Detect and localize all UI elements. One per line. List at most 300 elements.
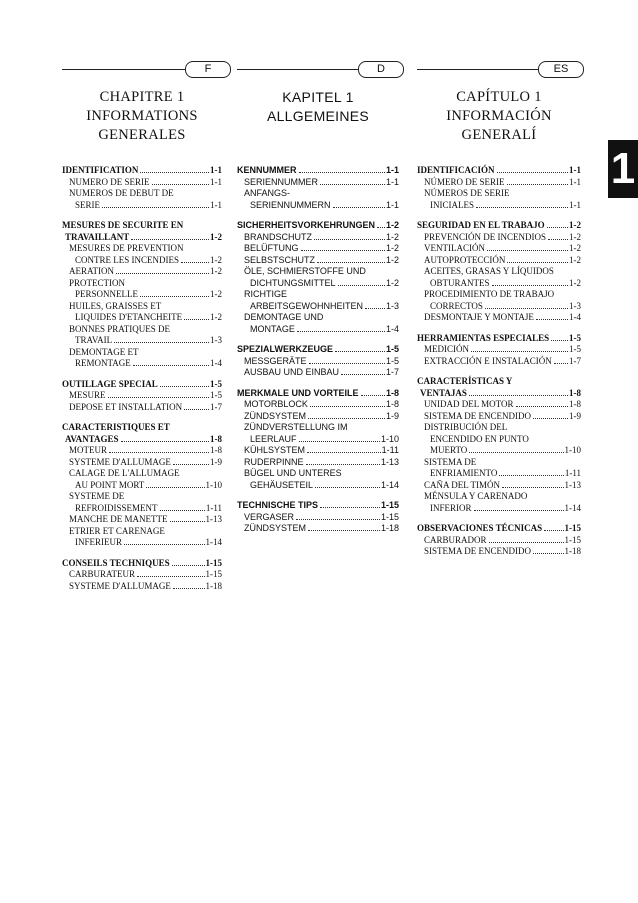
- toc-column-es: [417, 165, 581, 567]
- entry-text: KENNUMMER: [237, 165, 297, 175]
- page-number: 1-11: [564, 468, 581, 478]
- entry-text: SICHERHEITSVORKEHRUNGEN: [237, 220, 376, 230]
- toc-heading: [417, 220, 581, 232]
- dot-leader: [487, 250, 568, 251]
- dot-leader: [320, 184, 385, 185]
- entry-text: LIQUIDES D'ETANCHEITE: [75, 312, 183, 322]
- page-number: 1-4: [210, 358, 222, 368]
- dot-leader: [533, 418, 568, 419]
- entry-text: DEMONTAGE UND: [244, 312, 324, 322]
- entry-text: MEDICIÓN: [424, 344, 469, 354]
- entry-text: BRANDSCHUTZ: [244, 231, 313, 242]
- page-number: 1-1: [385, 176, 399, 187]
- entry-text: CALAGE DE L'ALLUMAGE: [69, 468, 180, 478]
- entry-text: SYSTEME D'ALLUMAGE: [69, 456, 171, 467]
- dot-leader: [533, 553, 564, 554]
- toc-entry: [62, 402, 222, 414]
- toc-entry: [62, 569, 222, 581]
- page-number: 1-1: [385, 199, 399, 210]
- dot-leader: [124, 544, 205, 545]
- entry-text: DESMONTAJE Y MONTAJE: [424, 312, 534, 322]
- toc-heading: [417, 388, 581, 400]
- dot-leader: [308, 418, 385, 419]
- entry-text: ANFANGS-: [244, 188, 291, 198]
- toc-entry: [62, 457, 222, 469]
- toc-section: [62, 422, 222, 549]
- entry-text: PERSONNELLE: [75, 289, 138, 299]
- entry-text: DISTRIBUCIÓN DEL: [424, 422, 508, 432]
- dot-leader: [114, 342, 209, 343]
- toc-entry: [417, 200, 581, 212]
- toc-entry: [237, 255, 399, 267]
- entry-text: SISTEMA DE: [424, 456, 477, 467]
- toc-entry: [417, 232, 581, 244]
- chapter-number-marker: 1: [608, 140, 638, 198]
- toc-section: [237, 165, 399, 211]
- chapter-title-es: [417, 88, 581, 145]
- toc-entry: [62, 301, 222, 313]
- page-number: 1-1: [210, 199, 222, 210]
- page-number: 1-2: [210, 266, 222, 276]
- toc-entry: [417, 457, 581, 469]
- page-number: 1-3: [569, 300, 581, 311]
- entry-text: SEGURIDAD EN EL TRABAJO: [417, 220, 545, 230]
- entry-text: MESURES DE PREVENTION: [69, 243, 184, 253]
- entry-text: ENFRIAMIENTO: [430, 468, 498, 478]
- toc-entry: [417, 243, 581, 255]
- toc-section: [417, 523, 581, 558]
- entry-text: MOTORBLOCK: [244, 399, 308, 409]
- toc-entry: [62, 514, 222, 526]
- entry-text: SERIE: [75, 199, 101, 210]
- toc-section: [62, 220, 222, 370]
- page-number: 1-9: [569, 410, 581, 421]
- dot-leader: [507, 184, 569, 185]
- entry-text: CONSEILS TECHNIQUES: [62, 557, 170, 568]
- toc-entry: [62, 324, 222, 336]
- entry-text: BELÜFTUNG: [244, 243, 299, 253]
- toc-entry: [237, 289, 399, 301]
- dot-leader: [296, 519, 380, 520]
- entry-text: LEERLAUF: [250, 433, 297, 444]
- page-number: 1-3: [385, 300, 399, 311]
- entry-text: MUERTO: [430, 445, 468, 455]
- entry-text: KÜHLSYSTEM: [244, 445, 306, 455]
- dot-leader: [140, 172, 209, 173]
- dot-leader: [507, 262, 568, 263]
- toc-entry: [417, 491, 581, 503]
- dot-leader: [554, 363, 568, 364]
- entry-text: CARACTERISTIQUES ET: [62, 422, 170, 432]
- title-line: ALLGEMEINES: [266, 108, 370, 124]
- toc-entry: [62, 312, 222, 324]
- dot-leader: [469, 395, 568, 396]
- dot-leader: [317, 262, 385, 263]
- page-number: 1-7: [210, 401, 222, 412]
- entry-text: MESURE: [69, 390, 106, 400]
- page-number: 1-8: [385, 399, 399, 409]
- page-number: 1-2: [210, 312, 222, 322]
- dot-leader: [116, 273, 209, 274]
- tab-d: D: [358, 61, 404, 78]
- dot-leader: [497, 172, 568, 173]
- dot-leader: [184, 409, 209, 410]
- dot-leader: [338, 285, 385, 286]
- page-number: 1-10: [205, 479, 222, 490]
- page-number: 1-8: [385, 387, 399, 398]
- toc-heading: [62, 220, 222, 232]
- entry-text: RICHTIGE: [244, 289, 288, 299]
- title-line: GENERALES: [98, 127, 186, 143]
- title-line: CAPÍTULO 1: [456, 89, 542, 105]
- entry-text: AERATION: [69, 266, 114, 276]
- page-number: 1-5: [569, 332, 581, 343]
- entry-text: IDENTIFICACIÓN: [417, 165, 495, 175]
- page-number: 1-15: [205, 557, 222, 568]
- entry-text: CARBURATEUR: [69, 569, 136, 579]
- toc-entry: [62, 445, 222, 457]
- page-number: 1-2: [210, 289, 222, 299]
- toc-entry: [237, 278, 399, 290]
- entry-text: BONNES PRATIQUES DE: [69, 323, 171, 334]
- tab-es: ES: [538, 61, 584, 78]
- dot-leader: [160, 386, 209, 387]
- entry-text: DEMONTAGE ET: [69, 346, 139, 357]
- dot-leader: [310, 406, 385, 407]
- page-number: 1-8: [569, 387, 581, 398]
- entry-text: SISTEMA DE ENCENDIDO: [424, 410, 531, 421]
- toc-entry: [237, 243, 399, 255]
- toc-entry: [417, 468, 581, 480]
- page-number: 1-7: [385, 367, 399, 377]
- toc-entry: [62, 480, 222, 492]
- entry-text: PREVENCIÓN DE INCENDIOS: [424, 231, 546, 242]
- toc-entry: [62, 526, 222, 538]
- toc-section: [417, 376, 581, 514]
- page-number: 1-2: [385, 254, 399, 265]
- page-number: 1-2: [569, 243, 581, 253]
- entry-text: VENTILACIÓN: [424, 243, 485, 253]
- page-number: 1-2: [385, 243, 399, 253]
- entry-text: AUTOPROTECCIÓN: [424, 254, 506, 265]
- entry-text: ZÜNDSYSTEM: [244, 410, 307, 421]
- dot-leader: [170, 521, 205, 522]
- dot-leader: [335, 351, 385, 352]
- entry-text: BÜGEL UND UNTERES: [244, 468, 342, 478]
- page-number: 1-5: [210, 390, 222, 400]
- toc-entry: [417, 255, 581, 267]
- entry-text: AVANTAGES: [65, 433, 119, 444]
- entry-text: VERGASER: [244, 511, 295, 522]
- entry-text: MOTEUR: [69, 445, 107, 455]
- dot-leader: [489, 542, 564, 543]
- dot-leader: [474, 510, 564, 511]
- toc-entry: [417, 399, 581, 411]
- toc-entry: [62, 335, 222, 347]
- dot-leader: [516, 406, 569, 407]
- toc-heading: [417, 523, 581, 535]
- toc-entry: [237, 468, 399, 480]
- entry-text: MANCHE DE MANETTE: [69, 514, 168, 524]
- entry-text: PROTECTION: [69, 277, 125, 288]
- page-number: 1-13: [205, 514, 222, 524]
- toc-entry: [237, 457, 399, 469]
- toc-heading: [62, 165, 222, 177]
- entry-text: SERIENNUMMER: [244, 176, 319, 187]
- toc-column-d: [237, 165, 399, 544]
- dot-leader: [308, 530, 380, 531]
- page-number: 1-13: [380, 456, 399, 467]
- toc-entry: [237, 177, 399, 189]
- toc-entry: [237, 367, 399, 379]
- dot-leader: [301, 250, 385, 251]
- toc-heading: [237, 500, 399, 512]
- dot-leader: [502, 487, 564, 488]
- toc-entry: [417, 422, 581, 434]
- toc-entry: [417, 480, 581, 492]
- page-number: 1-8: [569, 399, 581, 409]
- toc-section: [62, 165, 222, 211]
- toc-section: [237, 500, 399, 535]
- page-number: 1-2: [385, 277, 399, 288]
- page-number: 1-15: [380, 511, 399, 522]
- page-number: 1-15: [380, 500, 399, 510]
- entry-text: HERRAMIENTAS ESPECIALES: [417, 332, 550, 343]
- toc-column-f: [62, 165, 222, 601]
- entry-text: RUDERPINNE: [244, 456, 304, 467]
- entry-text: MESURES DE SECURITE EN: [62, 220, 184, 230]
- toc-entry: [417, 344, 581, 356]
- page-number: 1-15: [564, 523, 581, 533]
- dot-leader: [476, 207, 568, 208]
- dot-leader: [108, 397, 209, 398]
- entry-text: IDENTIFICATION: [62, 165, 139, 175]
- dot-leader: [361, 395, 385, 396]
- entry-text: SISTEMA DE ENCENDIDO: [424, 546, 531, 556]
- entry-text: UNIDAD DEL MOTOR: [424, 399, 514, 409]
- toc-heading: [62, 434, 222, 446]
- page-number: 1-18: [380, 523, 399, 533]
- entry-text: ACEITES, GRASAS Y LÍQUIDOS: [424, 266, 554, 276]
- title-line: INFORMATIONS: [86, 108, 198, 124]
- dot-leader: [499, 475, 563, 476]
- title-line: CHAPITRE 1: [99, 89, 185, 105]
- page-number: 1-9: [385, 410, 399, 421]
- entry-text: GEHÄUSETEIL: [250, 479, 314, 490]
- toc-heading: [237, 344, 399, 356]
- entry-text: CORRECTOS: [430, 300, 483, 311]
- page-number: 1-18: [205, 580, 222, 591]
- toc-entry: [62, 358, 222, 370]
- page-number: 1-9: [210, 456, 222, 467]
- toc-entry: [237, 356, 399, 368]
- dot-leader: [173, 464, 209, 465]
- toc-entry: [62, 491, 222, 503]
- entry-text: TRAVAIL: [75, 335, 113, 345]
- dot-leader: [551, 340, 568, 341]
- dot-leader: [544, 530, 563, 531]
- toc-entry: [62, 390, 222, 402]
- dot-leader: [121, 441, 209, 442]
- page-number: 1-10: [380, 433, 399, 444]
- toc-entry: [237, 301, 399, 313]
- toc-entry: [62, 188, 222, 200]
- toc-entry: [417, 312, 581, 324]
- entry-text: CONTRE LES INCENDIES: [75, 254, 179, 265]
- dot-leader: [152, 184, 210, 185]
- entry-text: INFERIEUR: [75, 537, 122, 547]
- toc-entry: [417, 546, 581, 558]
- entry-text: REMONTAGE: [75, 358, 131, 368]
- entry-text: MÉNSULA Y CARENADO: [424, 491, 528, 501]
- dot-leader: [297, 331, 385, 332]
- page-number: 1-15: [564, 534, 581, 545]
- page-number: 1-2: [210, 254, 222, 265]
- toc-entry: [237, 422, 399, 434]
- entry-text: EXTRACCIÓN E INSTALACIÓN: [424, 355, 552, 366]
- dot-leader: [548, 239, 568, 240]
- toc-section: [237, 220, 399, 335]
- dot-leader: [160, 510, 205, 511]
- page-number: 1-3: [210, 335, 222, 345]
- page-number: 1-2: [569, 254, 581, 265]
- toc-entry: [417, 266, 581, 278]
- toc-heading: [62, 558, 222, 570]
- dot-leader: [307, 452, 381, 453]
- page-number: 1-2: [569, 277, 581, 288]
- dot-leader: [315, 487, 380, 488]
- dot-leader: [365, 308, 385, 309]
- toc-section: [417, 165, 581, 211]
- toc-entry: [237, 411, 399, 423]
- toc-section: [62, 558, 222, 593]
- entry-text: PROCEDIMIENTO DE TRABAJO: [424, 289, 555, 299]
- title-line: KAPITEL 1: [282, 89, 354, 105]
- page-number: 1-11: [381, 445, 399, 455]
- toc-heading: [62, 379, 222, 391]
- dot-leader: [137, 576, 204, 577]
- toc-section: [417, 333, 581, 368]
- toc-entry: [62, 255, 222, 267]
- page-number: 1-5: [569, 344, 581, 354]
- toc-entry: [62, 243, 222, 255]
- dot-leader: [299, 172, 385, 173]
- entry-text: ETRIER ET CARENAGE: [69, 525, 165, 536]
- page-number: 1-15: [205, 569, 222, 579]
- entry-text: TRAVAILLANT: [65, 231, 130, 242]
- toc-entry: [62, 581, 222, 593]
- entry-text: OUTILLAGE SPECIAL: [62, 378, 158, 389]
- toc-section: [237, 388, 399, 492]
- toc-entry: [417, 188, 581, 200]
- entry-text: SYSTEME DE: [69, 491, 125, 501]
- entry-text: SELBSTSCHUTZ: [244, 254, 316, 265]
- toc-entry: [417, 356, 581, 368]
- toc-entry: [417, 177, 581, 189]
- entry-text: ÖLE, SCHMIERSTOFFE UND: [244, 266, 366, 276]
- entry-text: ZÜNDVERSTELLUNG IM: [244, 422, 348, 432]
- entry-text: ARBEITSGEWOHNHEITEN: [250, 300, 364, 311]
- toc-entry: [237, 512, 399, 524]
- entry-text: ZÜNDSYSTEM: [244, 523, 307, 533]
- entry-text: NÚMEROS DE SERIE: [424, 188, 510, 198]
- dot-leader: [131, 239, 209, 240]
- toc-entry: [237, 445, 399, 457]
- toc-entry: [417, 301, 581, 313]
- entry-text: TECHNISCHE TIPS: [237, 500, 319, 510]
- toc-entry: [62, 503, 222, 515]
- toc-entry: [62, 468, 222, 480]
- dot-leader: [471, 351, 568, 352]
- toc-entry: [62, 200, 222, 212]
- page-number: 1-8: [210, 445, 222, 455]
- page-number: 1-2: [569, 220, 581, 230]
- entry-text: VENTAJAS: [420, 387, 467, 398]
- page-number: 1-2: [569, 231, 581, 242]
- toc-heading: [62, 422, 222, 434]
- toc-section: [417, 220, 581, 324]
- page-number: 1-2: [385, 231, 399, 242]
- toc-entry: [417, 289, 581, 301]
- toc-section: [62, 379, 222, 414]
- toc-entry: [417, 411, 581, 423]
- entry-text: CAÑA DEL TIMÓN: [424, 479, 500, 490]
- dot-leader: [172, 565, 205, 566]
- chapter-title-f: [62, 88, 222, 145]
- page-number: 1-5: [385, 355, 399, 366]
- page-number: 1-2: [210, 231, 222, 242]
- dot-leader: [341, 374, 385, 375]
- toc-entry: [62, 278, 222, 290]
- dot-leader: [133, 365, 209, 366]
- dot-leader: [102, 207, 209, 208]
- page-number: 1-14: [380, 479, 399, 490]
- dot-leader: [320, 507, 380, 508]
- page-number: 1-10: [564, 445, 581, 455]
- entry-text: CARACTERÍSTICAS Y: [417, 376, 513, 386]
- toc-entry: [417, 434, 581, 446]
- toc-entry: [237, 480, 399, 492]
- toc-entry: [62, 537, 222, 549]
- toc-section: [237, 344, 399, 379]
- title-line: INFORMACIÓN: [446, 108, 552, 124]
- page-number: 1-18: [564, 546, 581, 556]
- toc-entry: [237, 188, 399, 200]
- page-number: 1-5: [210, 378, 222, 389]
- page-number: 1-1: [210, 165, 222, 175]
- entry-text: MONTAGE: [250, 323, 295, 334]
- toc-entry: [417, 535, 581, 547]
- toc-entry: [62, 347, 222, 359]
- page-number: 1-7: [569, 355, 581, 366]
- tab-f: F: [185, 61, 231, 78]
- entry-text: HUILES, GRAISSES ET: [69, 300, 162, 311]
- dot-leader: [492, 285, 568, 286]
- page-number: 1-4: [569, 312, 581, 322]
- toc-entry: [237, 312, 399, 324]
- entry-text: SYSTEME D'ALLUMAGE: [69, 580, 171, 591]
- entry-text: AUSBAU UND EINBAU: [244, 367, 340, 377]
- dot-leader: [146, 487, 204, 488]
- page-number: 1-5: [385, 344, 399, 354]
- toc-entry: [237, 232, 399, 244]
- toc-entry: [237, 266, 399, 278]
- toc-heading: [417, 333, 581, 345]
- toc-entry: [62, 266, 222, 278]
- entry-text: OBSERVACIONES TÉCNICAS: [417, 523, 543, 533]
- dot-leader: [377, 227, 385, 228]
- dot-leader: [314, 239, 385, 240]
